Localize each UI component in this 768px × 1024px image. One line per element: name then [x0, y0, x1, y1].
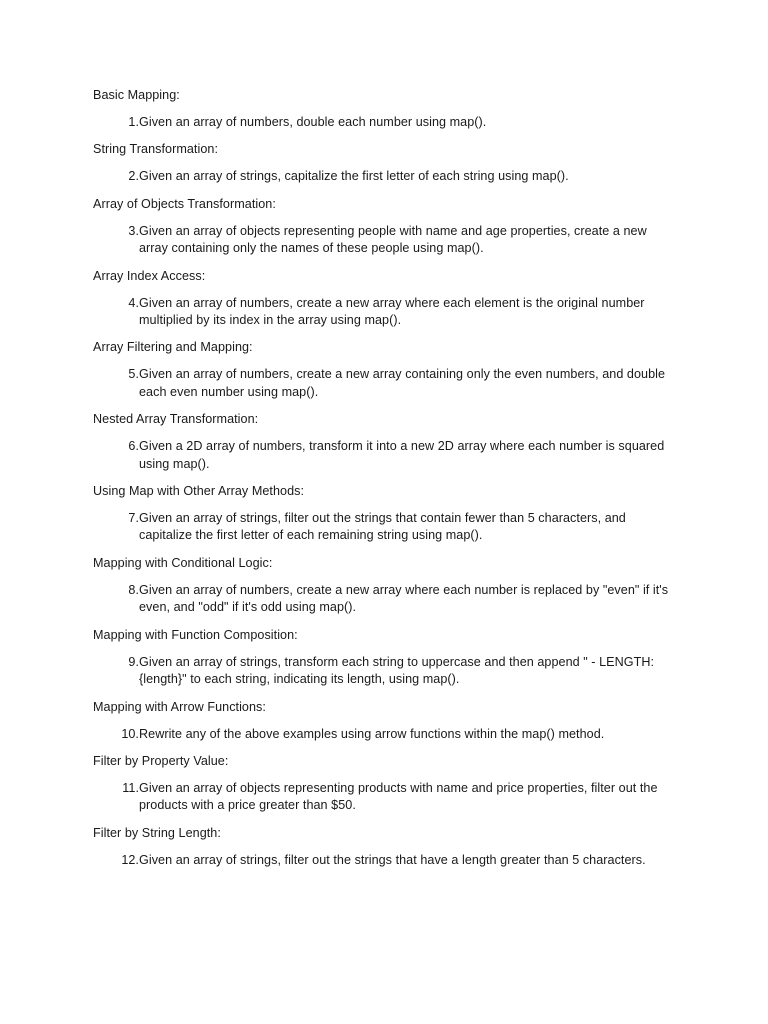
- list-item-text: Given an array of strings, transform each string to uppercase and then append " - LENGTH: {length}" to each string, indicating its length, using map().: [139, 654, 655, 687]
- list-item-number: 2.: [128, 169, 139, 184]
- section-heading: Array Filtering and Mapping:: [93, 340, 253, 355]
- section-heading: Filter by Property Value:: [93, 753, 229, 768]
- list-item-number: 8.: [128, 582, 139, 597]
- list-item: [93, 510, 673, 545]
- list-item: [93, 366, 673, 401]
- section-heading: Mapping with Arrow Functions:: [93, 699, 266, 714]
- list-item: [93, 852, 673, 869]
- list-item: [93, 726, 673, 743]
- list-item-number: 7.: [128, 511, 139, 526]
- list-item-number: 11.: [122, 780, 139, 795]
- section-heading: Mapping with Function Composition:: [93, 627, 298, 642]
- section-arrow-functions: [93, 699, 673, 743]
- section-heading: Basic Mapping:: [93, 88, 180, 102]
- list-item: [93, 780, 673, 815]
- document-content: [93, 87, 673, 879]
- section-nested-array: [93, 411, 673, 473]
- section-array-index-access: [93, 268, 673, 330]
- list-item-text: Given an array of objects representing people with name and age properties, create a new array containing only the names of these people using map().: [139, 223, 647, 256]
- list-item-number: 10.: [121, 726, 139, 741]
- section-function-composition: [93, 627, 673, 689]
- section-filter-property-value: [93, 753, 673, 815]
- list-item-text: Given an array of numbers, create a new array containing only the even numbers, and double each even number using map().: [139, 367, 666, 399]
- section-basic-mapping: [93, 87, 673, 131]
- list-item-number: 3.: [128, 223, 139, 238]
- section-heading: Filter by String Length:: [93, 825, 221, 840]
- section-array-of-objects: [93, 196, 673, 258]
- section-string-transformation: [93, 141, 673, 185]
- list-item-text: Given an array of strings, capitalize the first letter of each string using map().: [139, 169, 569, 184]
- list-item: [93, 295, 673, 330]
- list-item-number: 6.: [128, 439, 139, 454]
- list-item: [93, 168, 673, 185]
- list-item-number: 9.: [128, 654, 139, 669]
- list-item-text: Given an array of numbers, create a new array where each number is replaced by "even" if it's even, and "odd" if it's odd using map().: [139, 582, 669, 615]
- section-map-other-methods: [93, 483, 673, 545]
- section-filter-string-length: [93, 825, 673, 869]
- list-item-text: Given a 2D array of numbers, transform it into a new 2D array where each number is squared using map().: [139, 439, 665, 471]
- section-conditional-logic: [93, 555, 673, 617]
- list-item-number: 1.: [128, 115, 139, 129]
- list-item-text: Given an array of objects representing products with name and price properties, filter out the products with a price greater than $50.: [139, 780, 658, 813]
- list-item: [93, 223, 673, 258]
- list-item-text: Given an array of numbers, create a new array where each element is the original number multiplied by its index in the array using map().: [139, 295, 645, 328]
- list-item-text: Rewrite any of the above examples using arrow functions within the map() method.: [139, 726, 605, 741]
- section-heading: Nested Array Transformation:: [93, 412, 259, 427]
- list-item: [93, 654, 673, 689]
- section-heading: String Transformation:: [93, 142, 218, 157]
- list-item-text: Given an array of strings, filter out the strings that have a length greater than 5 characters.: [139, 852, 646, 867]
- list-item: [93, 438, 673, 473]
- list-item-number: 12.: [121, 852, 139, 867]
- list-item-number: 4.: [128, 295, 139, 310]
- list-item-number: 5.: [128, 367, 139, 382]
- list-item-text: Given an array of strings, filter out the strings that contain fewer than 5 characters, and capitalize the first letter of each remaining string using map().: [139, 511, 626, 543]
- section-heading: Array of Objects Transformation:: [93, 196, 276, 211]
- section-heading: Array Index Access:: [93, 268, 206, 283]
- list-item: [93, 114, 673, 131]
- section-heading: Using Map with Other Array Methods:: [93, 484, 305, 499]
- list-item-text: Given an array of numbers, double each number using map().: [139, 115, 487, 129]
- section-array-filtering-mapping: [93, 339, 673, 401]
- section-heading: Mapping with Conditional Logic:: [93, 555, 273, 570]
- list-item: [93, 582, 673, 617]
